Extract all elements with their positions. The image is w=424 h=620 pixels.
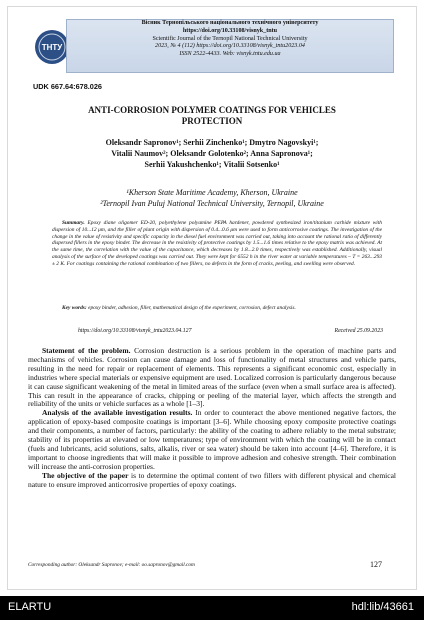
journal-page: [8, 7, 416, 589]
keywords-text: epoxy binder, adhesion, filler, mathematical design of the experiment, corrosion, defect analysis.: [88, 305, 296, 311]
header-line[interactable]: https://doi.org/10.33108/visnyk_tntu: [182, 27, 278, 34]
header-line: Scientific Journal of the Ternopil National Technical University: [152, 35, 308, 42]
received-date: Received 25.09.2023: [334, 328, 383, 334]
paragraph: [28, 347, 396, 409]
affiliations: [28, 187, 396, 209]
doi-line: [78, 328, 383, 334]
logo-text: ТНТУ: [41, 43, 63, 52]
paragraph-text: Corrosion destruction is a serious problem in the operation of machine parts and mechanisms of vehicles. Corrosion can cause damage and loss of functionality of metal structures and vehicle parts, resulting in the need for repair or replacement of elements. This represents a significant economic cost, especially in industries where special materials or expensive equipment are used. Localized corrosion is particularly dangerous because it can cause significant weakening of the metal in limited areas of the surface (even when a small surface area is affected). This can result in the appearance of cracks, chipping or peeling of the material layer, which affects the strength and reliability of the units or vehicle surfaces as a whole [1–3].: [28, 346, 396, 409]
udk-code: UDK 667.64:678.026: [33, 82, 102, 91]
body-text: [28, 347, 396, 490]
keywords-label: Key words:: [62, 305, 87, 311]
paragraph: [28, 472, 396, 490]
paragraph-lead: Statement of the problem.: [42, 346, 131, 355]
affiliation-line: ¹Kherson State Maritime Academy, Kherson, Ukraine: [126, 188, 298, 197]
summary-label: Summary.: [62, 220, 85, 226]
title-line: PROTECTION: [181, 116, 243, 126]
doi-link[interactable]: https://doi.org/10.33108/visnyk_tntu2023.04.127: [78, 328, 192, 334]
handle-id[interactable]: hdl:lib/43661: [351, 601, 414, 613]
header-line: Вісник Тернопільського національного технічного університету: [141, 20, 319, 26]
viewer-bottom-bar: [0, 596, 424, 620]
paragraph-text: is to determine the optimal content of two fillers with different physical and chemical nature to ensure improved anticorrosive properties of epoxy coatings.: [28, 470, 397, 489]
header-line[interactable]: ISSN 2522-4433. Web: visnyk.tntu.edu.ua: [179, 51, 281, 58]
summary-text: Epoxy diane oligomer ED-20, polyethylene polyamine PEPA hardener, powdered synthesized iron/titanium carbide mixture with dispersion of 10...12 μm, and the filler of plant origin with dispersion of 0.4...0.6 μm were used to form anticorrosive coatings. The investigation of the change in the value of resistivity and specific capacity in the diesel fuel environment was carried out, taking into account the rational ratio of differently dispersed fillers in the epoxy binder. The decrease in the resistivity of protective coatings by 1.5...1.6 times relative to the epoxy matrix was achieved. At the same time, the correlation with the value of the capacitance, which decreases by 1.8...2.0 times, respectively was established. Additionally, visual analysis of the surface of the developed coatings was carried out. They were kept for 6552 h in the river water at variable temperatures – T = 263...293 ± 2 K. For coatings containing the rational combination of two fillers, no defects in the form of cracks, peeling, and swelling were observed.: [52, 220, 382, 267]
keywords: [52, 305, 382, 312]
affiliation-line: ²Ternopil Ivan Puluj National Technical University, Ternopil, Ukraine: [100, 199, 324, 208]
journal-logo: [34, 29, 70, 65]
paragraph: [28, 409, 396, 471]
authors-line: Vitalii Naumov²; Oleksandr Golotenko²; Anna Sapronova¹;: [111, 149, 313, 158]
paragraph-lead: Analysis of the available investigation results.: [42, 408, 193, 418]
journal-header: [66, 19, 394, 73]
page-number: 127: [370, 560, 382, 569]
paper-title: [28, 105, 396, 127]
title-line: ANTI-CORROSION POLYMER COATINGS FOR VEHICLES: [88, 105, 336, 115]
header-line[interactable]: 2023, № 4 (112) https://doi.org/10.33108/visnyk_tntu2023.04: [155, 43, 305, 50]
repository-name[interactable]: ELARTU: [8, 601, 52, 613]
author-list: [28, 137, 396, 170]
paragraph-text: In order to counteract the above mentioned negative factors, the application of epoxy-based composite coatings is important [3–6]. While choosing epoxy composite protective coatings and their components, a number of factors, particularly: the ability of the coating to adhere reliably to the metal substrate; stability of its properties at elevated or low temperatures; type of environment with which the coating will be in contact (fuels and lubricants, acid solutions, salts, alkalis, river or sea water) should be taken into account [4–6]. Therefore, it is important to choose ingredients that will make it possible to improve adhesion and cohesive strength. Their combination will increase the anti-corrosion properties.: [28, 408, 396, 471]
authors-line: Oleksandr Sapronov¹; Serhii Zinchenko¹; Dmytro Nagovskyi¹;: [105, 138, 319, 147]
authors-line: Serhii Yakushchenko¹; Vitalii Sotsenko¹: [144, 160, 280, 169]
abstract: [52, 220, 382, 268]
paragraph-lead: The objective of the paper: [42, 470, 129, 480]
footer: [28, 562, 396, 568]
corresponding-author: Corresponding author: Oleksandr Sapronov; e-mail: oo.sapronov@gmail.com: [28, 562, 195, 568]
